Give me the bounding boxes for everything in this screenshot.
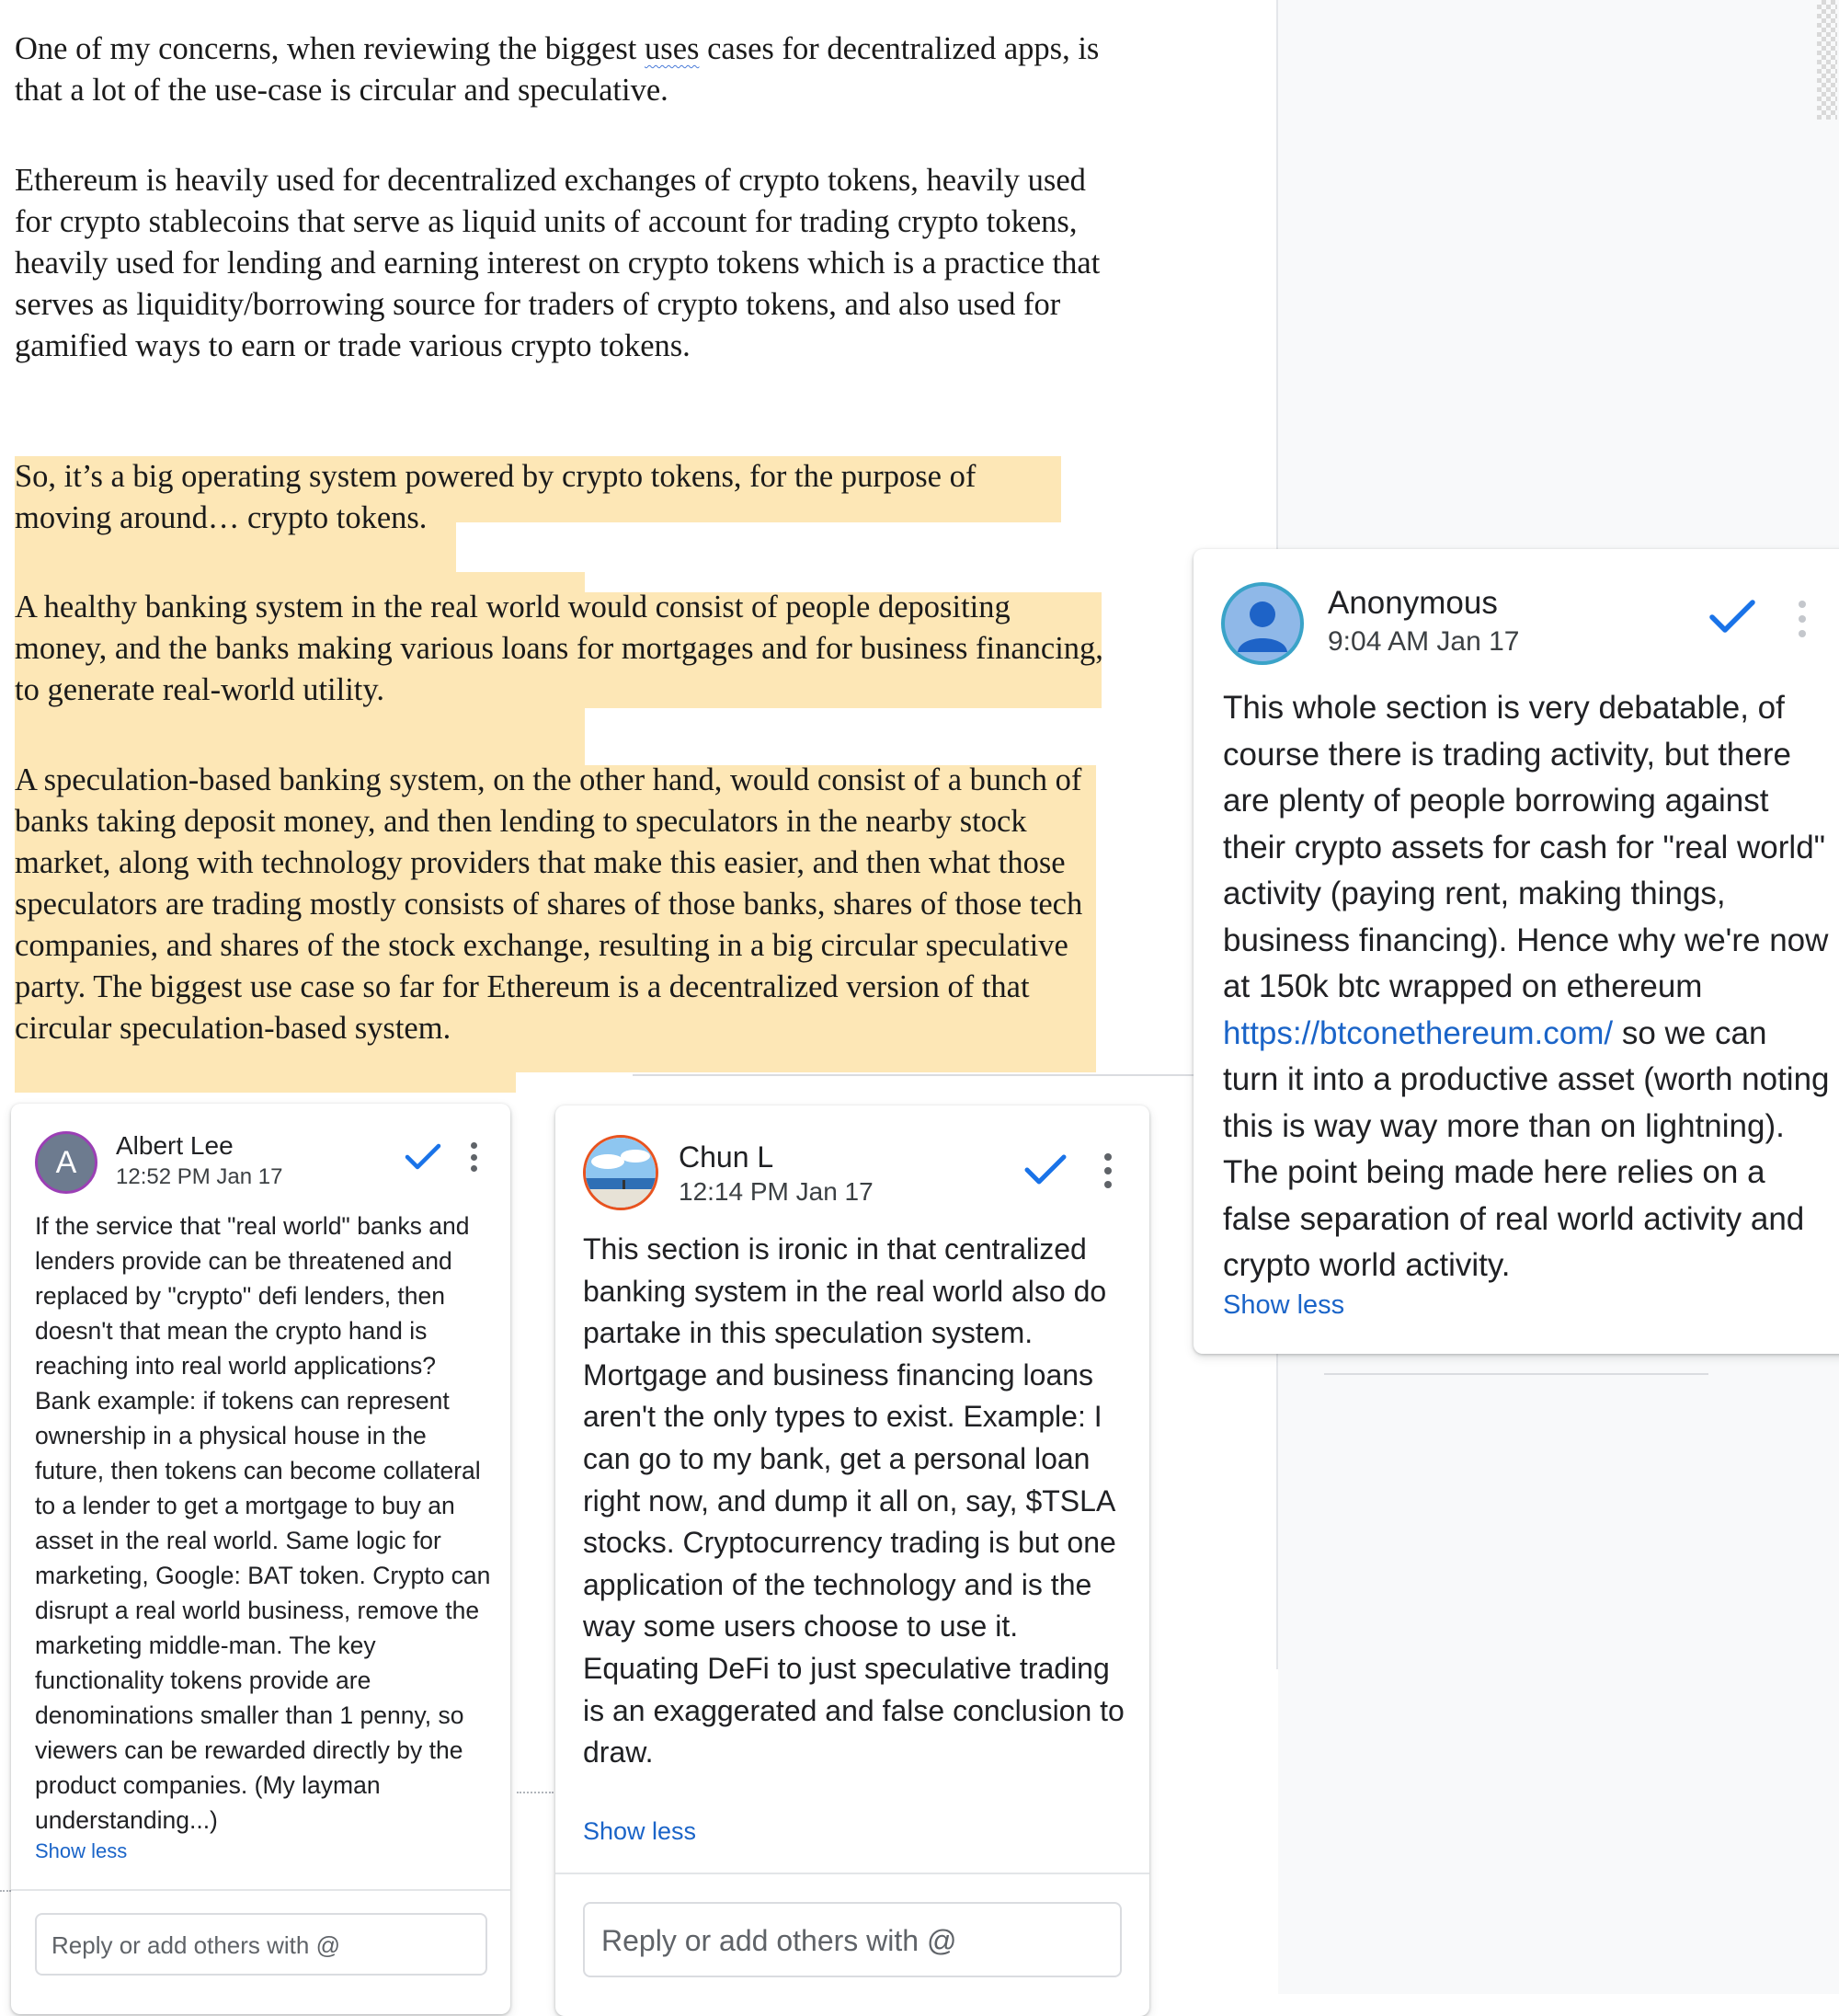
card-divider [555,1873,1149,1874]
reply-input[interactable] [583,1902,1122,1977]
reply-input[interactable] [35,1913,487,1976]
comment-highlight [15,708,585,765]
more-options-icon[interactable] [1103,1153,1113,1188]
comment-body: If the service that "real world" banks and lenders provide can be threatened and replaced by "crypto" defi lenders, then doesn't that mean the crypto hand is reaching into real world applications? Bank example: if tokens can represent ownership in a physical house in the future, then tokens can become collateral to a lender to get a mortgage to buy an asset in the real world. Same logic for marketing, Google: BAT token. Crypto can disrupt a real world business, remove the marketing middle-man. The key functionality tokens provide are denominations smaller than 1 penny, so viewers can be rewarded directly by the product companies. (My layman understanding...) [35,1212,491,1834]
doc-text-run: cases for decentralized apps, is that a lot of the use-case is circular and speculative. [15,31,1100,108]
doc-paragraph-4[interactable]: A healthy banking system in the real world would consist of people depositing money, and the banks making various loans for mortgages and for business financing, to generate real-world utility. [15,590,1103,707]
comment-author: Anonymous [1328,585,1498,621]
comment-connector [0,1890,11,1892]
comment-card-albert-lee[interactable] [11,1104,510,2014]
resolve-check-icon[interactable] [405,1142,441,1172]
more-options-icon[interactable] [469,1142,478,1172]
person-icon [1225,586,1300,661]
doc-text-run: One of my concerns, when reviewing the biggest [15,31,645,66]
comment-timestamp: 12:52 PM Jan 17 [116,1164,283,1189]
comment-highlight [15,1072,516,1093]
comment-timestamp: 12:14 PM Jan 17 [679,1177,874,1206]
beach-photo-icon [586,1138,656,1208]
comment-body [1223,685,1830,1289]
comment-connector [633,1074,1203,1076]
reply-placeholder: Reply or add others with @ [51,1931,340,1959]
show-less-link[interactable]: Show less [35,1839,128,1862]
avatar-initial: A [55,1144,77,1180]
comment-card-chun-l[interactable] [555,1105,1149,2016]
doc-paragraph-5[interactable]: A speculation-based banking system, on the other hand, would consist of a bunch of banks taking deposit money, and then lending to speculators in the nearby stock market, along with technology providers that make this easier, and then what those speculators are trading mostly consists of shares of those banks, shares of those tech companies, and shares of the stock exchange, resulting in a big circular speculative party. The biggest use case so far for Ethereum is a decentralized version of that circular speculation-based system. [15,762,1083,1046]
avatar [1221,582,1304,665]
resolve-check-icon[interactable] [1024,1153,1067,1186]
resolve-check-icon[interactable] [1708,599,1756,636]
comment-text: This whole section is very debatable, of course there is trading activity, but there are plenty of people borrowing against their crypto assets for cash for "real world" activity (paying rent, making things, business financing). Hence why we're now at 150k btc wrapped on ethereum [1223,690,1829,1004]
avatar [583,1135,658,1210]
comment-author: Albert Lee [116,1131,234,1160]
more-options-icon[interactable] [1797,601,1808,637]
avatar [35,1131,97,1194]
comment-connector [517,1792,554,1793]
doc-paragraph-2[interactable]: Ethereum is heavily used for decentralized exchanges of crypto tokens, heavily used for crypto stablecoins that serve as liquid units of account for trading crypto tokens, heavily used for lending and earning interest on crypto tokens which is a practice that serves as liquidity/borrowing source for traders of crypto tokens, and also used for gamified ways to earn or trade various crypto tokens. [15,163,1101,363]
comment-card-anonymous[interactable] [1194,549,1839,1354]
spellcheck-word[interactable]: uses [645,31,700,66]
reply-placeholder: Reply or add others with @ [601,1924,957,1957]
comment-link[interactable]: https://btconethereum.com/ [1223,1014,1614,1051]
doc-paragraph-3[interactable]: So, it’s a big operating system powered by crypto tokens, for the purpose of moving around… crypto tokens. [15,459,977,535]
show-less-link[interactable]: Show less [1223,1290,1345,1320]
comment-connector [1324,1373,1708,1375]
comment-timestamp: 9:04 AM Jan 17 [1328,626,1520,657]
scrollbar-track[interactable] [1817,0,1837,120]
comment-body: This section is ironic in that centralized banking system in the real world also do partake in this speculation system. Mortgage and business financing loans aren't the only types to exist. Example: I can go to my bank, get a personal loan right now, and dump it all on, say, $TSLA stocks. Cryptocurrency trading is but one application of the technology and is the way some users choose to use it. Equating DeFi to just speculative trading is an exaggerated and false conclusion to draw. [583,1232,1125,1770]
comment-author: Chun L [679,1140,774,1174]
comment-text: so we can turn it into a productive asset (worth noting this is way way more than on lightning). The point being made here relies on a false separation of real world activity and crypto world activity. [1223,1014,1830,1283]
card-divider [11,1889,510,1891]
show-less-link[interactable]: Show less [583,1817,697,1845]
doc-paragraph-1[interactable] [15,29,1100,111]
